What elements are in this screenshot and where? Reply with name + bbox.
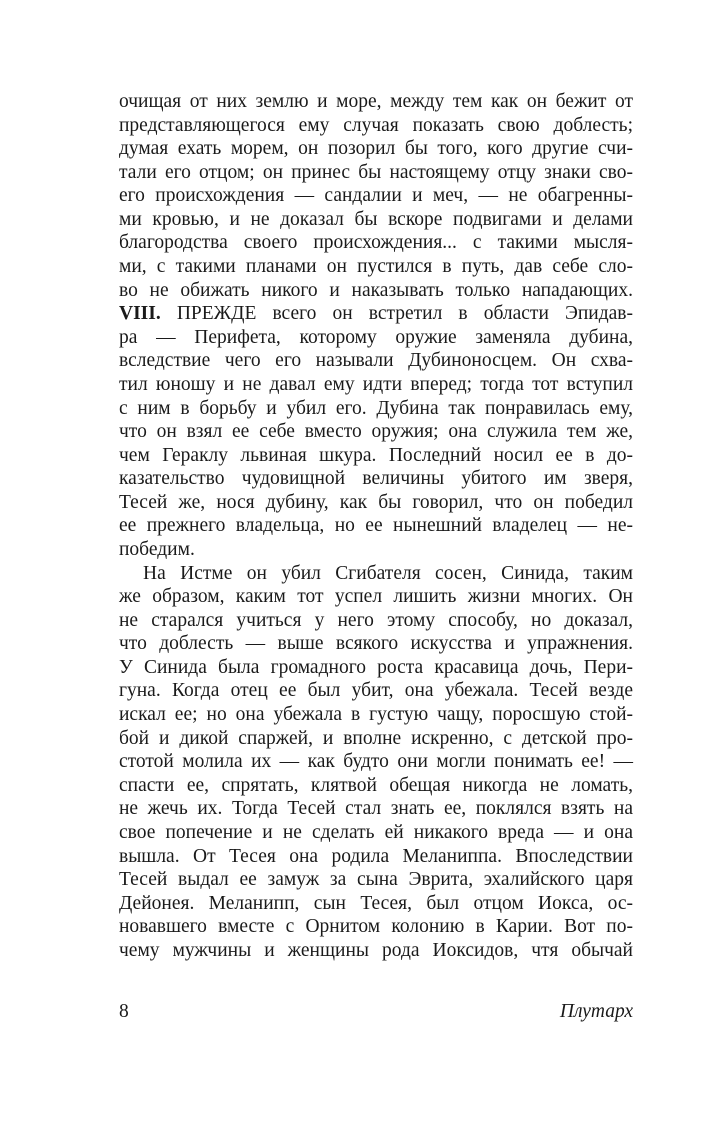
- text-line: бой и дикой спаржей, и вполне искренно, с детской про-: [119, 727, 633, 749]
- text-line: ми, с такими планами он пустился в путь, дав себе сло-: [119, 256, 633, 278]
- text-line: Тесей выдал ее замуж за сына Эврита, эхалийского царя: [119, 869, 633, 891]
- text-line: представляющегося ему случая показать свою доблесть;: [119, 114, 633, 136]
- text-line: чему мужчины и женщины рода Иоксидов, чтя обычай: [119, 939, 633, 961]
- text-line: с ним в борьбу и убил его. Дубина так понравилась ему,: [119, 397, 633, 419]
- text-line: тил юношу и не давал ему идти вперед; тогда тот вступил: [119, 373, 633, 395]
- text-line: Тесей же, нося дубину, как бы говорил, что он победил: [119, 491, 633, 513]
- text-line: победим.: [119, 538, 195, 560]
- text-line: благородства своего происхождения... с такими мысля-: [119, 232, 633, 254]
- page-number: 8: [119, 1001, 129, 1022]
- text-line: не старался учиться у него этому способу, но доказал,: [119, 609, 633, 631]
- body-text: [119, 90, 633, 962]
- text-line: гуна. Когда отец ее был убит, она убежала. Тесей везде: [119, 680, 633, 702]
- text-line: не жечь их. Тогда Тесей стал знать ее, поклялся взять на: [119, 798, 633, 820]
- chapter-start-line: [119, 302, 633, 326]
- text-line: вследствие чего его называли Дубиноносцем. Он схва-: [119, 350, 633, 372]
- paragraph-first-line: На Истме он убил Сгибателя сосен, Синида, таким: [143, 562, 633, 584]
- text-line: ра — Перифета, которому оружие заменяла дубина,: [119, 326, 633, 348]
- text-line: что доблесть — выше всякого искусства и упражнения.: [119, 633, 633, 655]
- text-line: же образом, каким тот успел лишить жизни многих. Он: [119, 586, 633, 608]
- text-line: ее прежнего владельца, но ее нынешний владелец — не-: [119, 515, 633, 537]
- text-line: спасти ее, спрятать, клятвой обещая никогда не ломать,: [119, 774, 633, 796]
- chapter-mark: VIII.: [119, 303, 161, 325]
- text-line: свое попечение и не сделать ей никакого вреда — и она: [119, 821, 633, 843]
- chapter-first-line-rest: всего он встретил в области Эпидав-: [272, 303, 634, 325]
- text-line: искал ее; но она убежала в густую чащу, поросшую стой-: [119, 704, 633, 726]
- text-line: новавшего вместе с Орнитом колонию в Карии. Вот по-: [119, 916, 633, 938]
- text-line: во не обижать никого и наказывать только нападающих.: [119, 279, 633, 301]
- text-line: Дейонея. Меланипп, сын Тесея, был отцом Иокса, ос-: [119, 892, 633, 914]
- running-footer-author: Плутарх: [559, 1001, 633, 1022]
- text-line: ми кровью, и не доказал бы вскоре подвигами и делами: [119, 208, 633, 230]
- text-line: думая ехать морем, он позорил бы того, кого другие счи-: [119, 138, 633, 160]
- text-line: чем Гераклу львиная шкура. Последний носил ее в до-: [119, 444, 633, 466]
- text-line: очищая от них землю и море, между тем как он бежит от: [119, 91, 633, 112]
- text-line: что он взял ее себе вместо оружия; она служила тем же,: [119, 421, 633, 443]
- text-line: стотой молила их — как будто они могли понимать ее! —: [119, 751, 633, 773]
- text-line: казательство чудовищной величины убитого им зверя,: [119, 468, 633, 490]
- chapter-first-word: ПРЕЖДЕ: [176, 303, 257, 325]
- text-line: У Синида была громадного роста красавица дочь, Пери-: [119, 656, 633, 678]
- text-line: тали его отцом; он принес бы настоящему отцу знаки сво-: [119, 161, 633, 183]
- text-line: вышла. От Тесея она родила Меланиппа. Впоследствии: [119, 845, 633, 867]
- text-line: его происхождения — сандалии и меч, — не обагренны-: [119, 185, 633, 207]
